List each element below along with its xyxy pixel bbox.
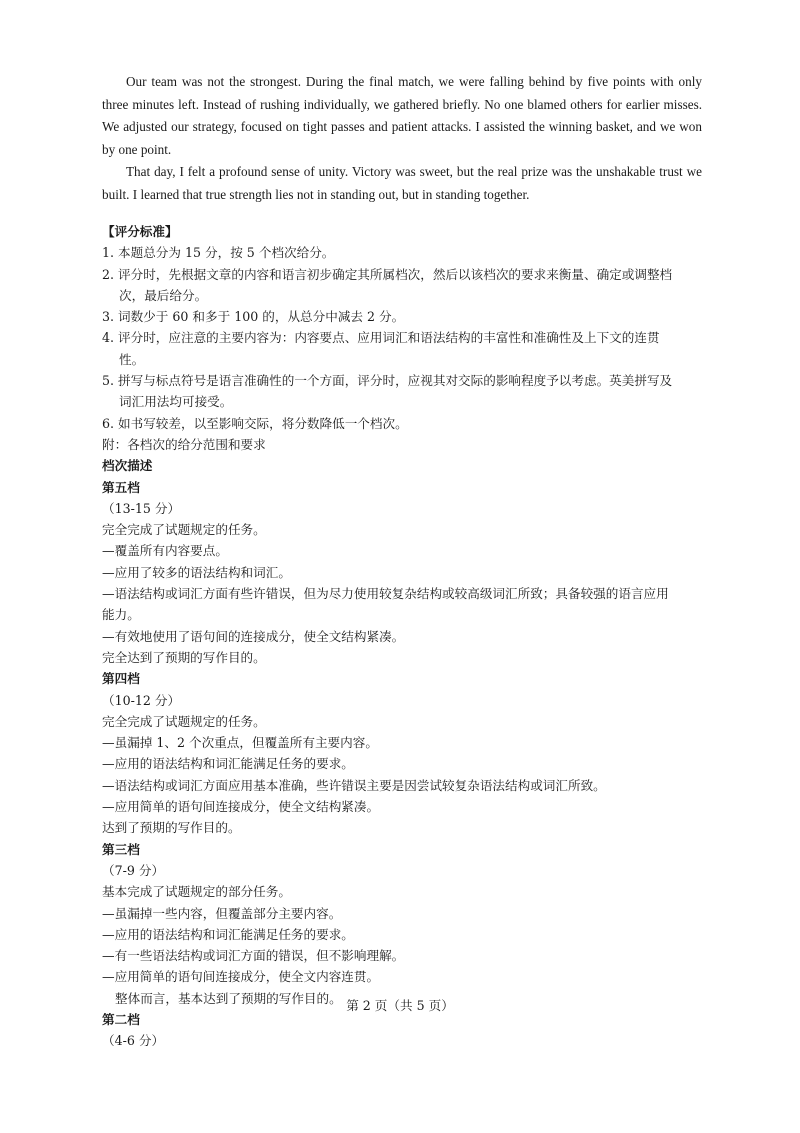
grade-5-item-1: —覆盖所有内容要点。 (102, 543, 228, 559)
rubric-rule-4-cont: 性。 (119, 351, 145, 367)
rubric-rule-4: 4. 评分时，应注意的主要内容为：内容要点、应用词汇和语法结构的丰富性和准确性及上下文的连贯 (102, 330, 660, 346)
grade-3-range: （7-9 分） (102, 862, 165, 878)
rubric-rule-2-cont: 次，最后给分。 (119, 287, 208, 303)
grade-5-title: 第五档 (102, 479, 140, 495)
essay-paragraph-2 (102, 161, 702, 206)
grade-3-title: 第三档 (102, 841, 140, 857)
essay-paragraph-1 (102, 71, 702, 161)
grade-4-item-2: —应用的语法结构和词汇能满足任务的要求。 (102, 756, 354, 772)
grade-3-item-3: —有一些语法结构或词汇方面的错误，但不影响理解。 (102, 948, 405, 964)
grade-3-item-2: —应用的语法结构和词汇能满足任务的要求。 (102, 926, 354, 942)
rubric-rule-5: 5. 拼写与标点符号是语言准确性的一个方面，评分时，应视其对交际的影响程度予以考虑。英美拼写及 (102, 373, 673, 389)
grade-4-intro: 完全完成了试题规定的任务。 (102, 713, 266, 729)
rubric-heading: 【评分标准】 (102, 224, 178, 239)
grade-5-item-3-cont: 能力。 (102, 607, 140, 623)
grade-2-range: （4-6 分） (102, 1033, 165, 1049)
grade-5-end: 完全达到了预期的写作目的。 (102, 649, 266, 665)
essay-paragraph-1-text: Our team was not the strongest. During the final match, we were falling behind by five points with only three minutes left. Instead of rushing individually, we gathered briefly. No one blamed others for earlier misses. We adjusted our strategy, focused on tight passes and patient attacks. I assisted the winning basket, and we won by one point. (102, 74, 702, 157)
grade-4-item-1: —虽漏掉 1、2 个次重点，但覆盖所有主要内容。 (102, 735, 378, 751)
grade-4-range: （10-12 分） (102, 692, 181, 708)
rubric-rule-5-cont: 词汇用法均可接受。 (119, 394, 233, 410)
page-number: 第 2 页（共 5 页） (346, 998, 454, 1013)
grade-4-title: 第四档 (102, 671, 140, 687)
grade-5-item-4: —有效地使用了语句间的连接成分，使全文结构紧凑。 (102, 628, 405, 644)
rubric-rule-6: 6. 如书写较差，以至影响交际，将分数降低一个档次。 (102, 415, 408, 431)
grade-4-item-3: —语法结构或词汇方面应用基本准确，些许错误主要是因尝试较复杂语法结构或词汇所致。 (102, 777, 606, 793)
rubric-rule-2: 2. 评分时，先根据文章的内容和语言初步确定其所属档次，然后以该档次的要求来衡量、确定或调整档 (102, 266, 673, 282)
grade-3-item-4: —应用简单的语句间连接成分，使全文内容连贯。 (102, 969, 380, 985)
rubric-appendix: 附：各档次的给分范围和要求 (102, 436, 266, 452)
grade-2-title: 第二档 (102, 1011, 140, 1027)
rubric-rule-1: 1. 本题总分为 15 分，按 5 个档次给分。 (102, 245, 335, 261)
rubric-section (102, 221, 712, 1052)
grade-4-item-4: —应用简单的语句间连接成分，使全文结构紧凑。 (102, 799, 380, 815)
grade-description-heading: 档次描述 (102, 458, 153, 474)
grade-3-end: 整体而言，基本达到了预期的写作目的。 (115, 990, 342, 1006)
grade-5-range: （13-15 分） (102, 500, 181, 516)
essay-paragraph-2-text: That day, I felt a profound sense of unity. Victory was sweet, but the real prize was the unshakable trust we built. I learned that true strength lies not in standing out, but in standing together. (102, 164, 702, 202)
grade-5-item-2: —应用了较多的语法结构和词汇。 (102, 564, 291, 580)
grade-3-intro: 基本完成了试题规定的部分任务。 (102, 884, 291, 900)
grade-3-item-1: —虽漏掉一些内容，但覆盖部分主要内容。 (102, 905, 342, 921)
rubric-rule-3: 3. 词数少于 60 和多于 100 的，从总分中减去 2 分。 (102, 309, 405, 325)
grade-5-intro: 完全完成了试题规定的任务。 (102, 522, 266, 538)
grade-5-item-3: —语法结构或词汇方面有些许错误，但为尽力使用较复杂结构或较高级词汇所致；具备较强的语言应用 (102, 586, 669, 602)
grade-4-end: 达到了预期的写作目的。 (102, 820, 241, 836)
